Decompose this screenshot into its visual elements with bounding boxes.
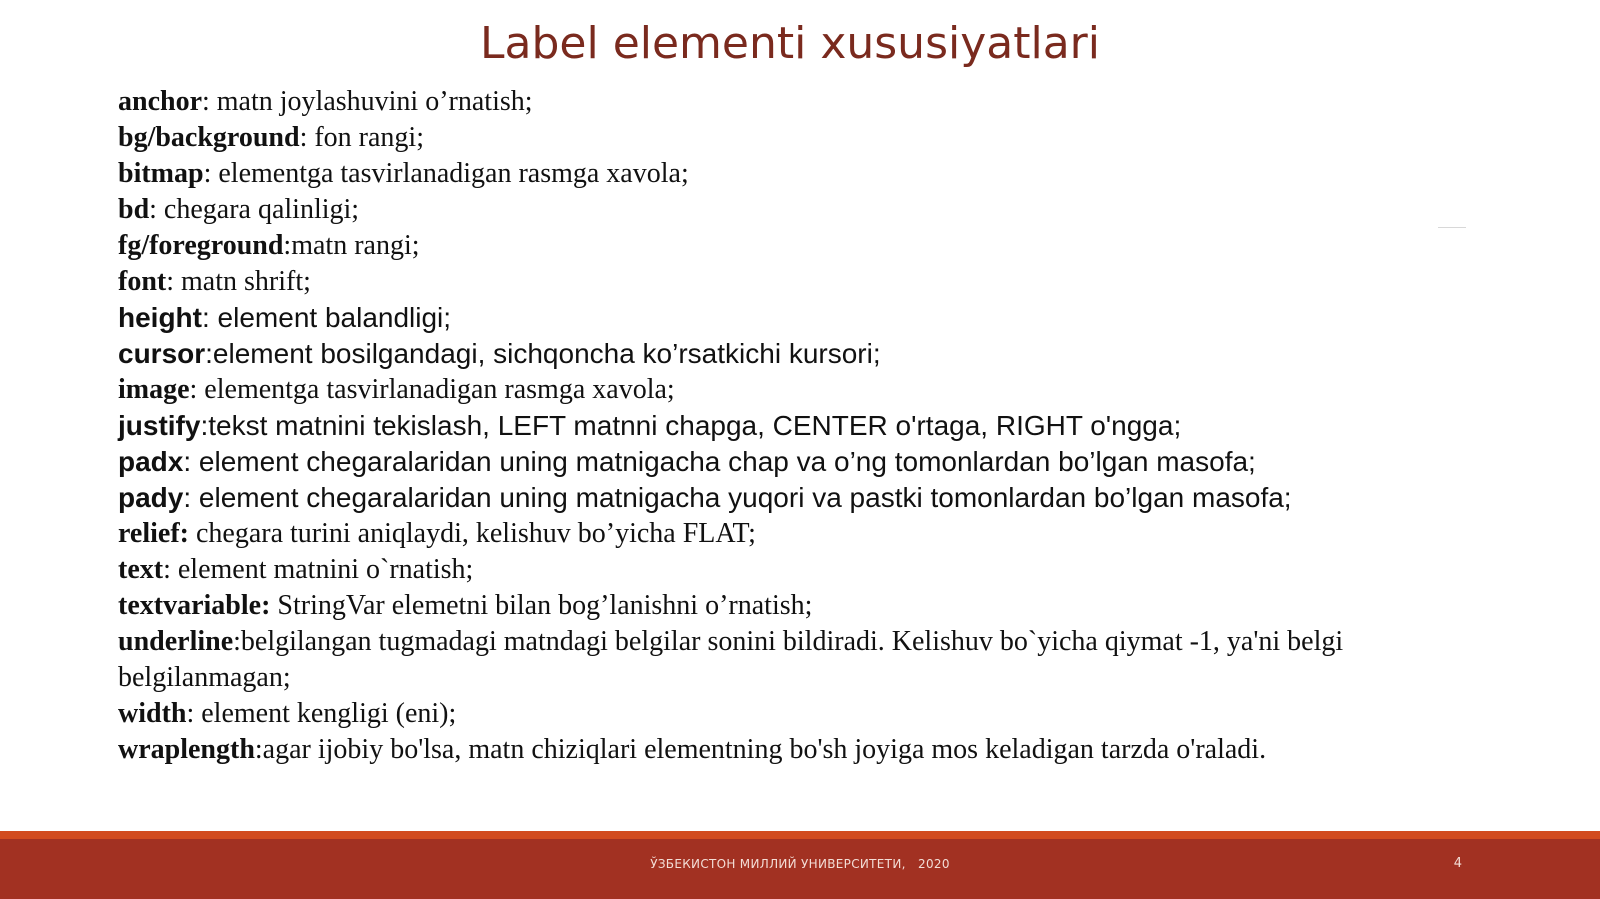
property-item-cursor [118,336,1458,372]
property-name: underline [118,626,234,657]
property-name: textvariable: [118,590,271,621]
property-name: wraplength [118,734,255,765]
property-name: relief: [118,518,189,549]
property-item-font [118,264,1458,300]
page-number: 4 [1453,856,1462,871]
property-desc: : matn shrift; [166,266,311,297]
property-name: anchor [118,86,202,117]
property-desc: :tekst matnini tekislash, LEFT matnni chapga, CENTER o'rtaga, RIGHT o'ngga; [200,410,1182,441]
slide-title: Label elementi xususiyatlari [480,18,1100,69]
property-desc: : element balandligi; [202,302,452,333]
property-desc: : elementga tasvirlanadigan rasmga xavola; [203,158,689,189]
property-name: height [118,302,202,333]
property-item-wraplength [118,732,1458,768]
property-item-pady [118,480,1458,516]
property-desc: chegara turini aniqlaydi, kelishuv bo’yicha FLAT; [188,518,756,549]
property-name: width [118,698,187,729]
property-item-bitmap [118,156,1458,192]
decorative-dash [1438,227,1466,228]
property-desc: : fon rangi; [299,122,424,153]
property-desc: : chegara qalinligi; [149,194,360,225]
property-name: cursor [118,338,206,369]
footer-institution: ЎЗБЕКИСТОН МИЛЛИЙ УНИВЕРСИТЕТИ, 2020 [650,857,950,871]
property-item-justify [118,408,1458,444]
property-name: font [118,266,167,297]
property-desc: : matn joylashuvini o’rnatish; [202,86,533,117]
property-item-relief [118,516,1458,552]
property-desc: : element matnini o`rnatish; [163,554,474,585]
property-desc: : element chegaralaridan uning matnigacha yuqori va pastki tomonlardan bo’lgan masofa; [183,482,1292,513]
property-desc: : element kengligi (eni); [186,698,457,729]
property-desc: : element chegaralaridan uning matnigacha chap va o’ng tomonlardan bo’lgan masofa; [183,446,1256,477]
property-item-foreground [118,228,1458,264]
property-name: justify [118,410,201,441]
property-item-height [118,300,1458,336]
property-name: padx [118,446,184,477]
property-item-padx [118,444,1458,480]
property-list [118,84,1458,768]
footer-bar [0,839,1600,899]
property-name: fg/foreground [118,230,284,261]
property-name: bg/background [118,122,300,153]
property-desc: : elementga tasvirlanadigan rasmga xavola; [189,374,675,405]
property-item-width [118,696,1458,732]
footer-accent-stripe [0,831,1600,839]
property-item-underline [118,624,1458,696]
property-item-textvariable [118,588,1458,624]
property-name: image [118,374,190,405]
property-desc: :agar ijobiy bo'lsa, matn chiziqlari elementning bo'sh joyiga mos keladigan tarzda o'raladi. [254,734,1267,765]
property-name: bitmap [118,158,204,189]
property-item-anchor [118,84,1458,120]
property-desc: :belgilangan tugmadagi matndagi belgilar sonini bildiradi. Kelishuv bo`yicha qiymat -1, ya'ni belgi belgilanmagan; [118,626,1344,693]
property-name: text [118,554,164,585]
property-item-bd [118,192,1458,228]
property-item-image [118,372,1458,408]
property-desc: StringVar elemetni bilan bog’lanishni o’rnatish; [270,590,813,621]
property-name: pady [118,482,184,513]
property-desc: :element bosilgandagi, sichqoncha ko’rsatkichi kursori; [205,338,881,369]
property-name: bd [118,194,150,225]
property-item-background [118,120,1458,156]
property-desc: :matn rangi; [283,230,420,261]
property-item-text [118,552,1458,588]
